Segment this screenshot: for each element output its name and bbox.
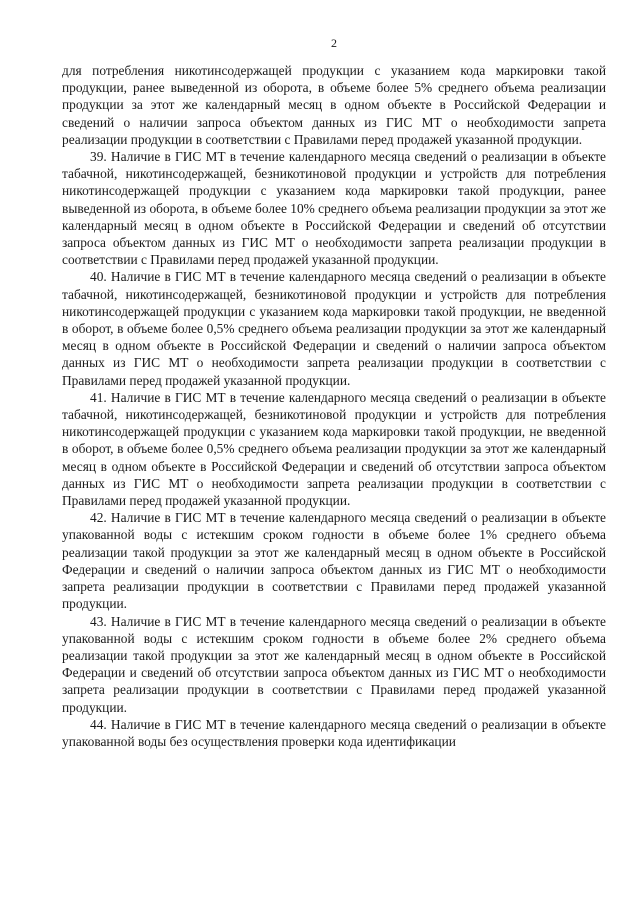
paragraph-40: 40. Наличие в ГИС МТ в течение календарного месяца сведений о реализации в объекте табачной, никотинсодержащей, безникотиновой продукции и устройств для потребления никотинсодержащей продукции с указанием кода маркировки такой продукции, не введенной в оборот, в объеме более 0,5% среднего объема реализации продукции за этот же календарный месяц в одном объекте в Российской Федерации и сведений о наличии запроса объектом данных из ГИС МТ о необходимости запрета реализации продукции в соответствии с Правилами перед продажей указанной продукции. (62, 269, 606, 388)
document-body (62, 62, 606, 750)
page-number: 2 (331, 36, 337, 50)
paragraph-44: 44. Наличие в ГИС МТ в течение календарного месяца сведений о реализации в объекте упакованной воды без осуществления проверки кода идентификации (62, 716, 606, 749)
paragraph-43: 43. Наличие в ГИС МТ в течение календарного месяца сведений о реализации в объекте упакованной воды с истекшим сроком годности в объеме более 2% среднего объема реализации такой продукции за этот же календарный месяц в одном объекте в Российской Федерации и сведений об отсутствии запроса объектом данных из ГИС МТ о необходимости запрета реализации продукции в соответствии с Правилами перед продажей указанной продукции. (62, 613, 606, 715)
paragraph-continuation: для потребления никотинсодержащей продукции с указанием кода маркировки такой продукции, ранее выведенной из оборота, в объеме более 5% среднего объема реализации продукции за этот же календарный месяц в одном объекте в Российской Федерации и сведений о наличии запроса объектом данных из ГИС МТ о необходимости запрета реализации продукции в соответствии с Правилами перед продажей указанной продукции. (62, 63, 606, 147)
paragraph-41: 41. Наличие в ГИС МТ в течение календарного месяца сведений о реализации в объекте табачной, никотинсодержащей, безникотиновой продукции и устройств для потребления никотинсодержащей продукции с указанием кода маркировки такой продукции, не введенной в оборот, в объеме более 0,5% среднего объема реализации продукции за этот же календарный месяц в одном объекте в Российской Федерации и сведений об отсутствии запроса объектом данных из ГИС МТ о необходимости запрета реализации продукции в соответствии с Правилами перед продажей указанной продукции. (62, 389, 606, 509)
paragraph-42: 42. Наличие в ГИС МТ в течение календарного месяца сведений о реализации в объекте упакованной воды с истекшим сроком годности в объеме более 1% среднего объема реализации такой продукции за этот же календарный месяц в одном объекте в Российской Федерации и сведений о наличии запроса объектом данных из ГИС МТ о необходимости запрета реализации продукции в соответствии с Правилами перед продажей указанной продукции. (62, 510, 606, 612)
paragraph-39: 39. Наличие в ГИС МТ в течение календарного месяца сведений о реализации в объекте табачной, никотинсодержащей, безникотиновой продукции и устройств для потребления никотинсодержащей продукции с указанием кода маркировки такой продукции, ранее выведенной из оборота, в объеме более 10% среднего объема реализации продукции за этот же календарный месяц в одном объекте в Российской Федерации и сведений об отсутствии запроса объектом данных из ГИС МТ о необходимости запрета реализации продукции в соответствии с Правилами перед продажей указанной продукции. (62, 149, 606, 268)
